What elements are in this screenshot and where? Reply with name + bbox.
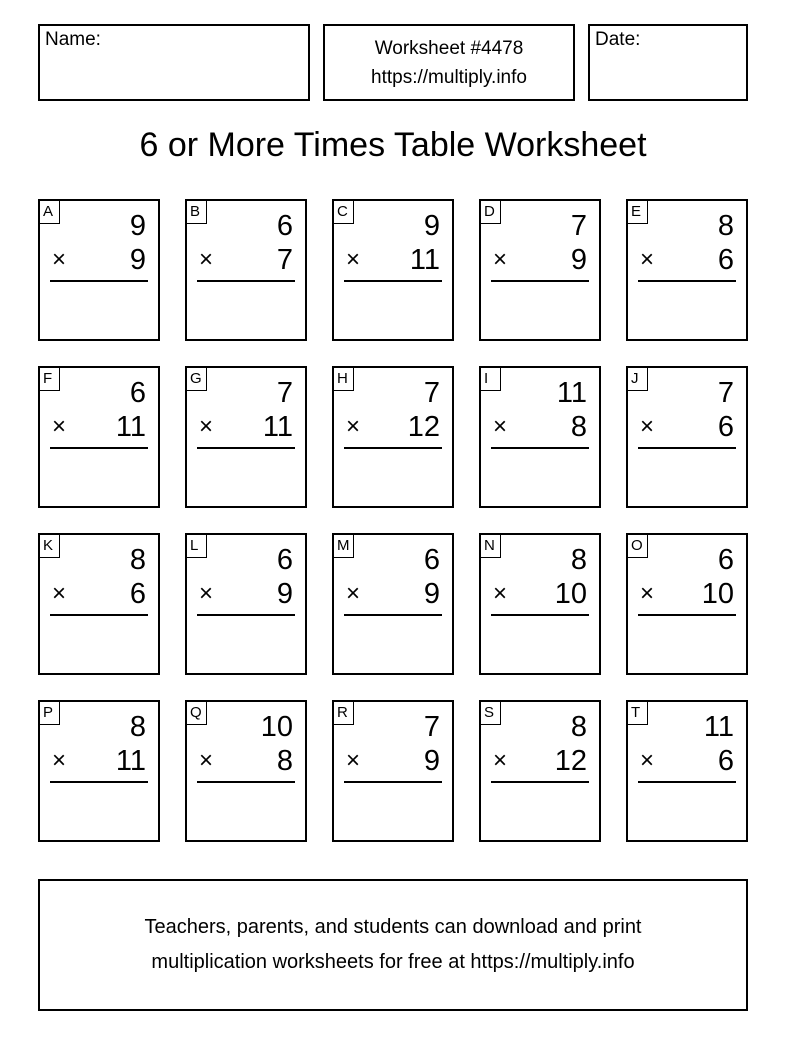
times-sign: × bbox=[640, 747, 655, 774]
problem-card[interactable] bbox=[479, 366, 601, 508]
problem-letter: D bbox=[481, 201, 501, 224]
times-sign: × bbox=[346, 747, 361, 774]
problem-letter: A bbox=[40, 201, 60, 224]
times-sign: × bbox=[493, 413, 508, 440]
problem-card[interactable] bbox=[479, 199, 601, 341]
answer-line bbox=[50, 614, 148, 616]
problem-letter: H bbox=[334, 368, 354, 391]
problem-card[interactable] bbox=[38, 700, 160, 842]
multiplicand: 6 bbox=[276, 544, 293, 576]
times-sign: × bbox=[346, 246, 361, 273]
problem-letter: E bbox=[628, 201, 648, 224]
worksheet-info-box bbox=[323, 24, 575, 101]
multiplicand: 7 bbox=[276, 377, 293, 409]
problem-card[interactable] bbox=[626, 366, 748, 508]
times-sign: × bbox=[52, 580, 67, 607]
problem-letter: J bbox=[628, 368, 648, 391]
multiplier: 9 bbox=[129, 244, 146, 276]
multiplicand: 8 bbox=[129, 711, 146, 743]
times-sign: × bbox=[52, 747, 67, 774]
answer-line bbox=[638, 447, 736, 449]
problem-letter: R bbox=[334, 702, 354, 725]
multiplicand: 9 bbox=[423, 210, 440, 242]
multiplier: 12 bbox=[554, 745, 587, 777]
answer-line bbox=[491, 447, 589, 449]
answer-line bbox=[197, 280, 295, 282]
problem-card[interactable] bbox=[479, 533, 601, 675]
problem-card[interactable] bbox=[185, 533, 307, 675]
problem-letter: P bbox=[40, 702, 60, 725]
multiplier: 9 bbox=[570, 244, 587, 276]
answer-line bbox=[491, 781, 589, 783]
times-sign: × bbox=[199, 246, 214, 273]
problem-card[interactable] bbox=[38, 199, 160, 341]
problem-card[interactable] bbox=[185, 366, 307, 508]
times-sign: × bbox=[493, 747, 508, 774]
problem-card[interactable] bbox=[38, 366, 160, 508]
times-sign: × bbox=[493, 580, 508, 607]
date-label: Date: bbox=[595, 29, 641, 50]
multiplier: 6 bbox=[717, 244, 734, 276]
multiplier: 7 bbox=[276, 244, 293, 276]
multiplier: 9 bbox=[423, 578, 440, 610]
problem-letter: G bbox=[187, 368, 207, 391]
answer-line bbox=[491, 280, 589, 282]
problem-card[interactable] bbox=[626, 533, 748, 675]
problem-letter: L bbox=[187, 535, 207, 558]
multiplicand: 11 bbox=[703, 711, 734, 743]
worksheet-url: https://multiply.info bbox=[371, 67, 527, 88]
problem-card[interactable] bbox=[185, 199, 307, 341]
multiplicand: 9 bbox=[129, 210, 146, 242]
worksheet-number: Worksheet #4478 bbox=[374, 38, 524, 59]
times-sign: × bbox=[346, 580, 361, 607]
problem-letter: B bbox=[187, 201, 207, 224]
answer-line bbox=[344, 447, 442, 449]
multiplier: 6 bbox=[717, 745, 734, 777]
answer-line bbox=[638, 614, 736, 616]
multiplier: 6 bbox=[129, 578, 146, 610]
problem-letter: M bbox=[334, 535, 354, 558]
problem-letter: F bbox=[40, 368, 60, 391]
answer-line bbox=[197, 781, 295, 783]
problem-letter: Q bbox=[187, 702, 207, 725]
date-field[interactable] bbox=[588, 24, 748, 101]
multiplicand: 8 bbox=[570, 711, 587, 743]
problem-letter: O bbox=[628, 535, 648, 558]
footer-line-1: Teachers, parents, and students can download and print bbox=[144, 916, 642, 938]
multiplier: 11 bbox=[115, 745, 146, 777]
multiplicand: 6 bbox=[276, 210, 293, 242]
problem-letter: K bbox=[40, 535, 60, 558]
page-title: 6 or More Times Table Worksheet bbox=[139, 126, 647, 164]
multiplier: 9 bbox=[276, 578, 293, 610]
multiplier: 10 bbox=[554, 578, 587, 610]
footer-box bbox=[38, 879, 748, 1011]
answer-line bbox=[50, 781, 148, 783]
answer-line bbox=[344, 280, 442, 282]
answer-line bbox=[638, 781, 736, 783]
problem-letter: C bbox=[334, 201, 354, 224]
name-label: Name: bbox=[45, 29, 101, 50]
multiplier: 12 bbox=[407, 411, 440, 443]
multiplier: 8 bbox=[570, 411, 587, 443]
answer-line bbox=[491, 614, 589, 616]
multiplicand: 6 bbox=[129, 377, 146, 409]
problem-card[interactable] bbox=[38, 533, 160, 675]
multiplicand: 7 bbox=[423, 711, 440, 743]
answer-line bbox=[50, 280, 148, 282]
problem-card[interactable] bbox=[479, 700, 601, 842]
multiplicand: 8 bbox=[570, 544, 587, 576]
times-sign: × bbox=[199, 580, 214, 607]
problem-card[interactable] bbox=[332, 533, 454, 675]
times-sign: × bbox=[640, 246, 655, 273]
name-field[interactable] bbox=[38, 24, 310, 101]
problem-card[interactable] bbox=[332, 700, 454, 842]
answer-line bbox=[344, 614, 442, 616]
multiplier: 8 bbox=[276, 745, 293, 777]
times-sign: × bbox=[493, 246, 508, 273]
problem-grid bbox=[38, 199, 748, 842]
multiplicand: 7 bbox=[570, 210, 587, 242]
problem-letter: N bbox=[481, 535, 501, 558]
multiplicand: 8 bbox=[717, 210, 734, 242]
multiplier: 11 bbox=[262, 411, 293, 443]
problem-card[interactable] bbox=[185, 700, 307, 842]
multiplier: 10 bbox=[701, 578, 734, 610]
multiplier: 9 bbox=[423, 745, 440, 777]
multiplier: 11 bbox=[115, 411, 146, 443]
answer-line bbox=[638, 280, 736, 282]
multiplier: 6 bbox=[717, 411, 734, 443]
multiplicand: 6 bbox=[717, 544, 734, 576]
problem-letter: S bbox=[481, 702, 501, 725]
problem-card[interactable] bbox=[332, 199, 454, 341]
multiplicand: 7 bbox=[717, 377, 734, 409]
answer-line bbox=[344, 781, 442, 783]
times-sign: × bbox=[346, 413, 361, 440]
times-sign: × bbox=[199, 747, 214, 774]
footer-line-2: multiplication worksheets for free at https://multiply.info bbox=[151, 951, 635, 973]
problem-letter: I bbox=[481, 368, 501, 391]
multiplicand: 7 bbox=[423, 377, 440, 409]
problem-card[interactable] bbox=[626, 700, 748, 842]
times-sign: × bbox=[640, 413, 655, 440]
multiplicand: 8 bbox=[129, 544, 146, 576]
multiplicand: 11 bbox=[556, 377, 587, 409]
multiplier: 11 bbox=[409, 244, 440, 276]
problem-letter: T bbox=[628, 702, 648, 725]
problem-card[interactable] bbox=[626, 199, 748, 341]
answer-line bbox=[50, 447, 148, 449]
answer-line bbox=[197, 447, 295, 449]
answer-line bbox=[197, 614, 295, 616]
problem-card[interactable] bbox=[332, 366, 454, 508]
times-sign: × bbox=[199, 413, 214, 440]
multiplicand: 10 bbox=[260, 711, 293, 743]
multiplicand: 6 bbox=[423, 544, 440, 576]
times-sign: × bbox=[52, 246, 67, 273]
times-sign: × bbox=[640, 580, 655, 607]
times-sign: × bbox=[52, 413, 67, 440]
